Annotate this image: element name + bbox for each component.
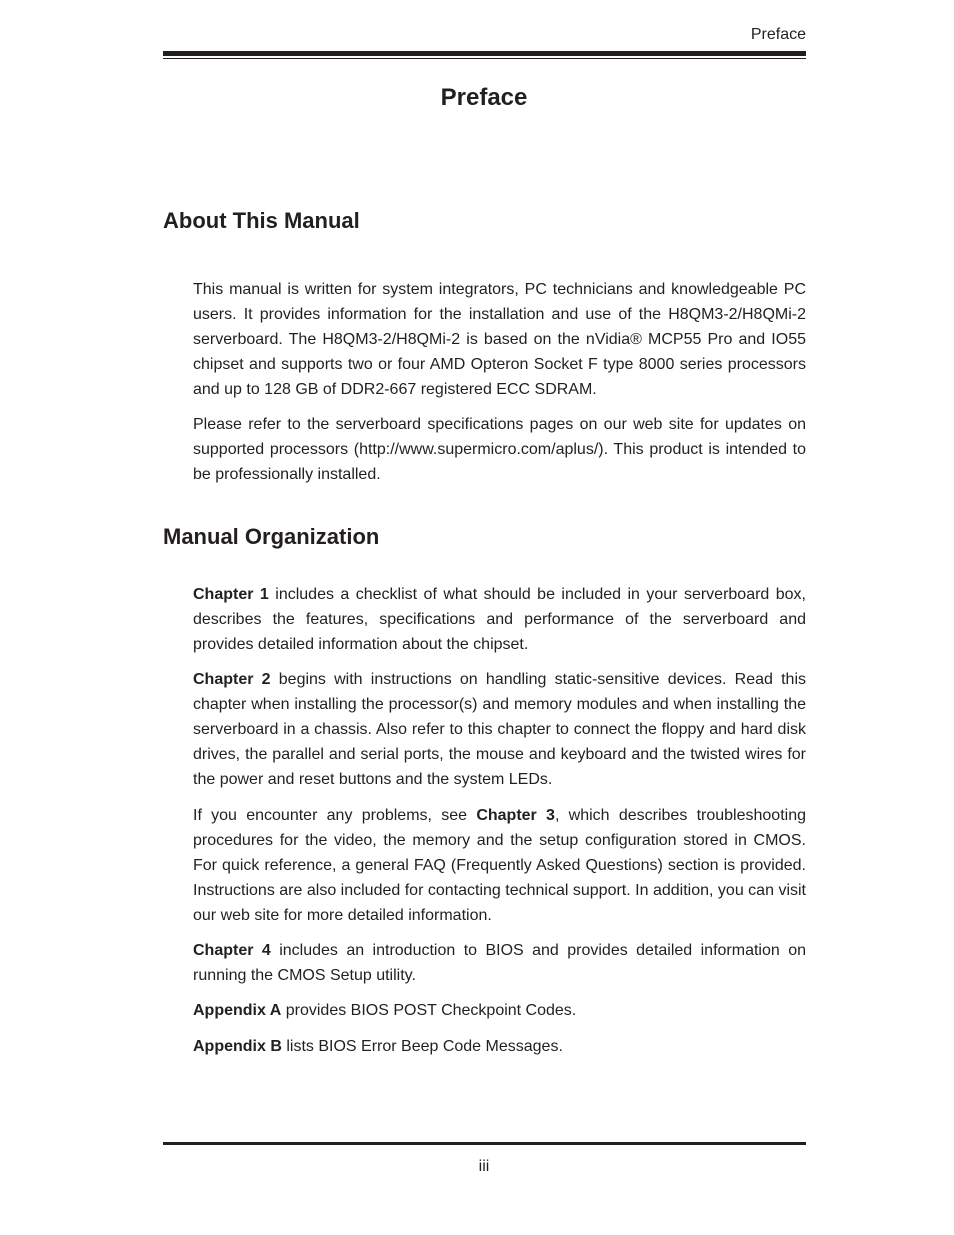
- about-paragraph-1: This manual is written for system integrators, PC technicians and knowledgeable PC users. It provides information for the installation and use of the H8QM3-2/H8QMi-2 serverboard. The H8QM3-2/H8QMi-2 is based on the nVidia® MCP55 Pro and IO55 chipset and supports two or four AMD Opteron Socket F type 8000 series processors and up to 128 GB of DDR2-667 registered ECC SDRAM.: [193, 281, 806, 398]
- header-rule-thick: [163, 51, 806, 56]
- chapter-2-label: Chapter 2: [193, 671, 271, 688]
- page-title: Preface: [440, 84, 528, 111]
- chapter-2-paragraph: [193, 667, 806, 792]
- chapter-3-text: , which describes troubleshooting procedures for the video, the memory and the setup configuration stored in CMOS. For quick reference, a general FAQ (Frequently Asked Questions) section is provided. Instructions are also included for contacting technical support. In addition, you can visit our web site for more detailed information.: [193, 807, 807, 924]
- chapter-3-intro: If you encounter any problems, see: [193, 807, 477, 824]
- chapter-4-paragraph: [193, 938, 806, 988]
- appendix-a-text: provides BIOS POST Checkpoint Codes.: [281, 1002, 577, 1019]
- appendix-a-paragraph: [193, 998, 806, 1023]
- about-paragraph-2: Please refer to the serverboard specifications pages on our web site for updates on supported processors (http://www.supermicro.com/aplus/). This product is intended to be professionally installed.: [193, 416, 806, 483]
- chapter-1-paragraph: [193, 582, 806, 657]
- header-rule-thin: [163, 58, 806, 59]
- chapter-3-label: Chapter 3: [476, 807, 555, 824]
- footer-rule: [163, 1142, 806, 1145]
- section-heading-organization: Manual Organization: [163, 524, 380, 549]
- appendix-b-text: lists BIOS Error Beep Code Messages.: [281, 1038, 563, 1055]
- section-heading-about: About This Manual: [163, 208, 360, 233]
- appendix-a-label: Appendix A: [193, 1002, 282, 1019]
- running-header: Preface: [750, 26, 806, 43]
- chapter-2-text: begins with instructions on handling static-sensitive devices. Read this chapter when installing the processor(s) and memory modules and when installing the serverboard in a chassis. Also refer to this chapter to connect the floppy and hard disk drives, the parallel and serial ports, the mouse and keyboard and the twisted wires for the power and reset buttons and the system LEDs.: [193, 671, 807, 788]
- appendix-b-label: Appendix B: [193, 1038, 282, 1055]
- chapter-4-label: Chapter 4: [193, 942, 271, 959]
- page-number: iii: [478, 1158, 490, 1175]
- chapter-1-label: Chapter 1: [193, 586, 269, 603]
- chapter-3-paragraph: [193, 803, 806, 928]
- chapter-4-text: includes an introduction to BIOS and provides detailed information on running the CMOS Setup utility.: [193, 942, 806, 984]
- chapter-1-text: includes a checklist of what should be included in your serverboard box, describes the features, specifications and performance of the serverboard and provides detailed information about the chipset.: [193, 586, 807, 653]
- appendix-b-paragraph: [193, 1034, 806, 1059]
